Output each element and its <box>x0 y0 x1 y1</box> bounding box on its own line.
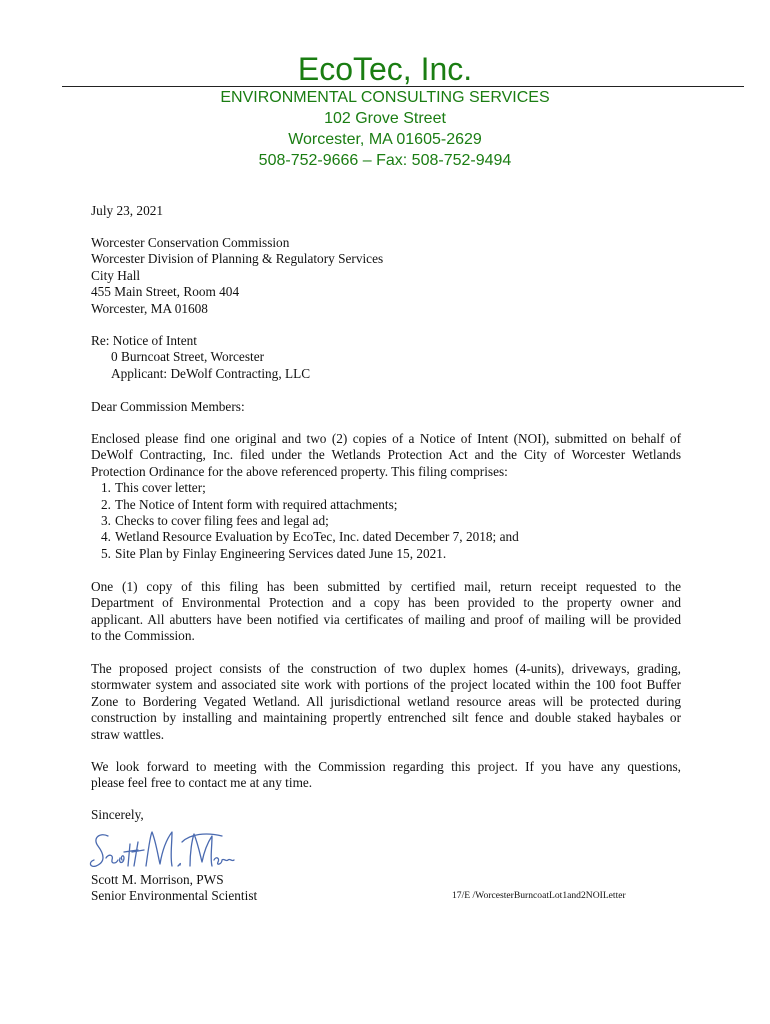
file-reference: 17/E /WorcesterBurncoatLot1and2NOILetter <box>452 890 626 901</box>
date-text: July 23, 2021 <box>91 203 164 218</box>
letter-date <box>91 203 681 219</box>
subject-line: Re: Notice of Intent <box>91 333 197 348</box>
list-text: This cover letter; <box>115 480 206 496</box>
closing <box>91 807 681 823</box>
list-number: 5. <box>101 545 111 561</box>
paragraph-distribution <box>91 579 681 645</box>
list-item <box>91 513 681 529</box>
list-number: 1. <box>101 480 111 496</box>
paragraph-enclosures <box>91 431 681 562</box>
signature-image <box>86 822 236 874</box>
salutation-text: Dear Commission Members: <box>91 399 245 414</box>
paragraph-project <box>91 661 681 743</box>
recipient-address <box>91 235 681 317</box>
recipient-line: City Hall <box>91 267 141 283</box>
paragraph-line: The proposed project consists of the construction of two duplex homes (4-units), driveways, grading, <box>91 661 681 676</box>
closing-text: Sincerely, <box>91 807 144 822</box>
list-item <box>91 546 681 562</box>
letterhead-divider <box>62 86 744 87</box>
paragraph-line: please feel free to contact me at any time. <box>91 775 313 791</box>
paragraph-closing <box>91 759 681 792</box>
recipient-line: Worcester Conservation Commission <box>91 235 290 250</box>
list-item <box>91 480 681 496</box>
list-item <box>91 529 681 545</box>
paragraph-line: straw wattles. <box>91 726 165 742</box>
list-text: Site Plan by Finlay Engineering Services dated June 15, 2021. <box>115 545 447 561</box>
company-tagline: ENVIRONMENTAL CONSULTING SERVICES <box>220 89 550 106</box>
list-text: Checks to cover filing fees and legal ad; <box>115 513 329 529</box>
list-number: 4. <box>101 529 111 545</box>
company-street: 102 Grove Street <box>324 110 446 127</box>
list-number: 2. <box>101 496 111 512</box>
recipient-line: 455 Main Street, Room 404 <box>91 284 240 300</box>
subject-address: 0 Burncoat Street, Worcester <box>111 349 265 365</box>
company-name: EcoTec, Inc. <box>297 51 473 87</box>
paragraph-line: Department of Environmental Protection and a copy has been provided to the property owner and <box>91 595 681 611</box>
list-item <box>91 497 681 513</box>
list-text: The Notice of Intent form with required attachments; <box>115 496 398 512</box>
company-phone-fax: 508-752-9666 – Fax: 508-752-9494 <box>258 152 512 169</box>
paragraph-line: Protection Ordinance for the above referenced property. This filing comprises: <box>91 463 508 479</box>
company-city: Worcester, MA 01605-2629 <box>288 131 482 148</box>
subject-applicant: Applicant: DeWolf Contracting, LLC <box>111 365 311 381</box>
salutation <box>91 399 681 415</box>
paragraph-line: stormwater system and associated site work with portions of the project located within the 100 foot Buffer <box>91 677 681 693</box>
paragraph-line: DeWolf Contracting, Inc. filed under the Wetlands Protection Act and the City of Worcester Wetlands <box>91 447 681 463</box>
recipient-line: Worcester Division of Planning & Regulatory Services <box>91 251 384 267</box>
paragraph-line: Zone to Bordering Vegated Wetland. All jurisdictional wetland resource areas will be protected during <box>91 693 681 709</box>
recipient-line: Worcester, MA 01608 <box>91 300 208 316</box>
signer-name: Scott M. Morrison, PWS <box>91 872 224 887</box>
paragraph-line: applicant. All abutters have been notified via certificates of mailing and proof of mailing will be provided <box>91 611 681 627</box>
paragraph-line: One (1) copy of this filing has been submitted by certified mail, return receipt requested to the <box>91 579 681 594</box>
list-text: Wetland Resource Evaluation by EcoTec, Inc. dated December 7, 2018; and <box>115 529 519 545</box>
paragraph-line: We look forward to meeting with the Commission regarding this project. If you have any questions, <box>91 759 681 774</box>
list-number: 3. <box>101 513 111 529</box>
enclosure-list <box>91 480 681 562</box>
paragraph-line: construction by installing and maintaining propertly entrenched silt fence and double staked haybales or <box>91 710 681 726</box>
signer-title: Senior Environmental Scientist <box>91 888 258 904</box>
paragraph-line: to the Commission. <box>91 628 195 644</box>
subject-block <box>91 333 681 382</box>
paragraph-line: Enclosed please find one original and two (2) copies of a Notice of Intent (NOI), submitted on behalf of <box>91 431 681 446</box>
